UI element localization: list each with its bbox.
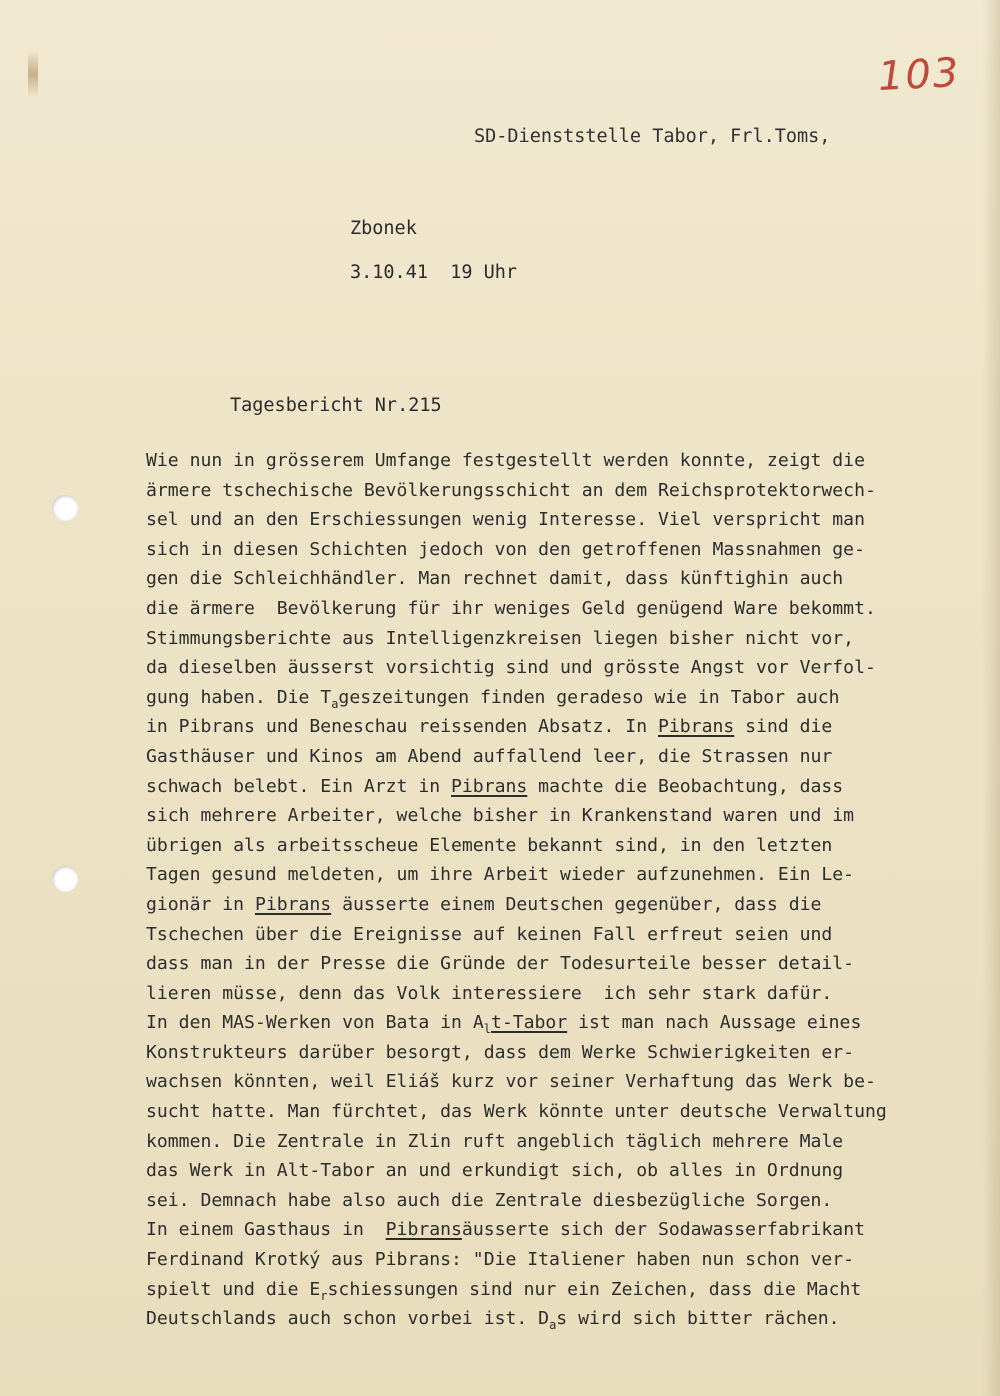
underlined-place-name: Pibrans	[658, 716, 735, 738]
text-segment: machte die Beobachtung, dass	[527, 775, 844, 797]
text-segment: sei. Demnach habe also auch die Zentrale diesbezügliche Sorgen.	[146, 1189, 833, 1211]
page-edge-shadow	[982, 0, 1000, 1396]
body-line	[146, 505, 966, 535]
text-segment: In den MAS-Werken von Bata in	[146, 1012, 473, 1034]
text-segment: spielt und die E	[146, 1278, 321, 1300]
subscript-correction: a	[331, 696, 339, 711]
body-line	[146, 742, 966, 772]
subscript-correction: l	[483, 1022, 491, 1037]
text-segment: äusserte einem Deutschen gegenüber, dass die	[331, 893, 822, 915]
body-line	[146, 831, 966, 861]
text-segment: gionär in	[146, 893, 255, 915]
body-line	[146, 446, 966, 476]
text-segment: sind die	[734, 716, 833, 738]
text-segment: A	[472, 1012, 484, 1034]
body-line	[146, 476, 966, 506]
text-segment: lieren müsse, denn das Volk interessiere ich sehr stark dafür.	[146, 982, 833, 1004]
body-line	[146, 860, 966, 890]
text-segment: Ferdinand Krotký aus Pibrans: "Die Italiener haben nun schon ver-	[146, 1249, 855, 1271]
text-segment: gung haben. Die T	[146, 686, 332, 708]
date-time-line: 3.10.41 19 Uhr	[350, 262, 518, 283]
body-line	[146, 1186, 966, 1216]
body-line	[146, 890, 966, 920]
report-body	[146, 446, 966, 1334]
body-line	[146, 801, 966, 831]
body-line	[146, 1304, 966, 1334]
text-segment: die ärmere Bevölkerung für ihr weniges Geld genügend Ware bekommt.	[146, 597, 876, 619]
place-line: Zbonek	[350, 218, 417, 239]
body-line	[146, 949, 966, 979]
text-segment: Tschechen über die Ereignisse auf keinen Fall erfreut seien und	[146, 923, 833, 945]
text-segment: sel und an den Erschiessungen wenig Interesse. Viel verspricht man	[146, 509, 865, 531]
text-segment: sich in diesen Schichten jedoch von den getroffenen Massnahmen ge-	[146, 538, 865, 560]
text-segment: äusserte sich der Sodawasserfabrikant	[461, 1219, 865, 1241]
text-segment: da dieselben äusserst vorsichtig sind und grösste Angst vor Verfol-	[146, 657, 876, 679]
body-line	[146, 712, 966, 742]
text-segment: Deutschlands auch schon vorbei ist. D	[146, 1308, 550, 1330]
text-segment: kommen. Die Zentrale in Zlin ruft angeblich täglich mehrere Male	[146, 1130, 844, 1152]
body-line	[146, 1097, 966, 1127]
body-line	[146, 535, 966, 565]
text-segment: geszeitungen finden geradeso wie in Tabor auch	[338, 686, 840, 708]
text-segment: wachsen könnten, weil Eliáš kurz vor seiner Verhaftung das Werk be-	[146, 1071, 876, 1093]
text-segment: schiessungen sind nur ein Zeichen, dass die Macht	[327, 1278, 862, 1300]
body-line	[146, 1215, 966, 1245]
text-segment: in Pibrans und Beneschau reissenden Absatz. In	[146, 716, 658, 738]
text-segment: das Werk in Alt-Tabor an und erkundigt sich, ob alles in Ordnung	[146, 1160, 844, 1182]
subscript-correction: a	[549, 1318, 557, 1333]
body-line	[146, 1275, 966, 1305]
subscript-correction: r	[320, 1288, 328, 1303]
text-segment: schwach belebt. Ein Arzt in	[146, 775, 452, 797]
underlined-place-name: Pibrans	[451, 775, 528, 797]
body-line	[146, 920, 966, 950]
underlined-place-name: t-Tabor	[490, 1012, 568, 1034]
punch-hole-top	[52, 495, 78, 521]
text-segment: s wird sich bitter rächen.	[556, 1308, 840, 1330]
text-segment: In einem Gasthaus in	[146, 1219, 386, 1241]
text-segment: sich mehrere Arbeiter, welche bisher in Krankenstand waren und im	[146, 805, 855, 827]
body-line	[146, 979, 966, 1009]
text-segment: Stimmungsberichte aus Intelligenzkreisen liegen bisher nicht vor,	[146, 627, 855, 649]
text-segment: Gasthäuser und Kinos am Abend auffallend leer, die Strassen nur	[146, 745, 833, 767]
body-line	[146, 683, 966, 713]
body-line	[146, 1008, 966, 1038]
text-segment: übrigen als arbeitsscheue Elemente bekannt sind, in den letzten	[146, 834, 833, 856]
text-segment: sucht hatte. Man fürchtet, das Werk könnte unter deutsche Verwaltung	[146, 1101, 887, 1123]
body-line	[146, 653, 966, 683]
text-segment: Tagen gesund meldeten, um ihre Arbeit wieder aufzunehmen. Ein Le-	[146, 864, 855, 886]
text-segment: dass man in der Presse die Gründe der Todesurteile besser detail-	[146, 953, 855, 975]
text-segment: ärmere tschechische Bevölkerungsschicht an dem Reichsprotektorwech-	[146, 479, 876, 501]
text-segment: Konstrukteurs darüber besorgt, dass dem Werke Schwierigkeiten er-	[146, 1041, 855, 1063]
underlined-place-name: Pibrans	[254, 893, 332, 915]
body-line	[146, 1245, 966, 1275]
body-line	[146, 1038, 966, 1068]
body-line	[146, 772, 966, 802]
body-line	[146, 594, 966, 624]
rust-stain	[28, 50, 38, 98]
sender-line: SD-Dienststelle Tabor, Frl.Toms,	[474, 126, 831, 147]
body-line	[146, 1127, 966, 1157]
report-title: Tagesbericht Nr.215	[230, 395, 442, 416]
body-line	[146, 1156, 966, 1186]
text-segment: ist man nach Aussage eines	[567, 1012, 862, 1034]
punch-hole-bottom	[52, 866, 78, 892]
body-line	[146, 564, 966, 594]
underlined-place-name: Pibrans	[385, 1219, 462, 1241]
text-segment: gen die Schleichhändler. Man rechnet damit, dass künftighin auch	[146, 568, 844, 590]
text-segment: Wie nun in grösserem Umfange festgestellt werden konnte, zeigt die	[146, 450, 865, 471]
body-line	[146, 624, 966, 654]
body-line	[146, 1067, 966, 1097]
handwritten-page-number: 103	[876, 49, 962, 101]
